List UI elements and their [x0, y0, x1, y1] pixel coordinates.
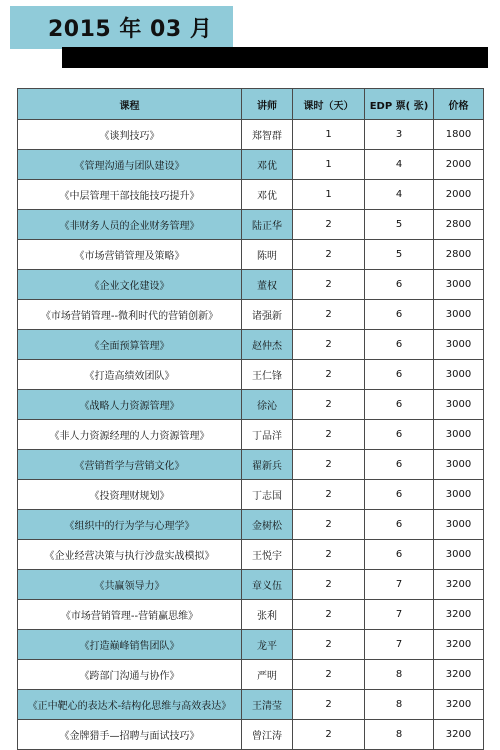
price-cell: 3200: [434, 570, 484, 600]
course-cell: 《营销哲学与营销文化》: [18, 450, 242, 480]
course-cell: 《管理沟通与团队建设》: [18, 150, 242, 180]
edp-cell: 6: [365, 270, 434, 300]
course-cell: 《共赢领导力》: [18, 570, 242, 600]
days-cell: 2: [293, 270, 365, 300]
lecturer-cell: 王清莹: [242, 690, 293, 720]
price-cell: 3000: [434, 360, 484, 390]
lecturer-cell: 邓优: [242, 150, 293, 180]
header-price: 价格: [434, 89, 484, 120]
lecturer-cell: 徐沁: [242, 390, 293, 420]
lecturer-cell: 丁志国: [242, 480, 293, 510]
course-cell: 《市场营销管理--营销赢思维》: [18, 600, 242, 630]
course-cell: 《非人力资源经理的人力资源管理》: [18, 420, 242, 450]
table-row: [18, 720, 484, 750]
price-cell: 3000: [434, 480, 484, 510]
table-row: [18, 570, 484, 600]
days-cell: 2: [293, 420, 365, 450]
edp-cell: 5: [365, 210, 434, 240]
edp-cell: 8: [365, 720, 434, 750]
edp-cell: 6: [365, 330, 434, 360]
header-lecturer: 讲师: [242, 89, 293, 120]
days-cell: 2: [293, 480, 365, 510]
edp-cell: 8: [365, 660, 434, 690]
edp-cell: 5: [365, 240, 434, 270]
table-row: [18, 540, 484, 570]
edp-cell: 6: [365, 360, 434, 390]
price-cell: 3000: [434, 420, 484, 450]
course-cell: 《市场营销管理及策略》: [18, 240, 242, 270]
edp-cell: 4: [365, 180, 434, 210]
table-row: [18, 120, 484, 150]
lecturer-cell: 王悦宇: [242, 540, 293, 570]
course-cell: 《正中靶心的表达术-结构化思维与高效表达》: [18, 690, 242, 720]
table-row: [18, 150, 484, 180]
edp-cell: 7: [365, 600, 434, 630]
lecturer-cell: 张利: [242, 600, 293, 630]
course-table: [17, 88, 484, 750]
lecturer-cell: 金树松: [242, 510, 293, 540]
days-cell: 2: [293, 360, 365, 390]
price-cell: 3000: [434, 330, 484, 360]
price-cell: 3200: [434, 630, 484, 660]
edp-cell: 6: [365, 450, 434, 480]
table-row: [18, 420, 484, 450]
days-cell: 2: [293, 210, 365, 240]
course-cell: 《打造高绩效团队》: [18, 360, 242, 390]
price-cell: 1800: [434, 120, 484, 150]
table-row: [18, 690, 484, 720]
lecturer-cell: 翟新兵: [242, 450, 293, 480]
days-cell: 1: [293, 120, 365, 150]
edp-cell: 3: [365, 120, 434, 150]
lecturer-cell: 严明: [242, 660, 293, 690]
table-row: [18, 480, 484, 510]
table-row: [18, 240, 484, 270]
course-cell: 《组织中的行为学与心理学》: [18, 510, 242, 540]
course-cell: 《中层管理干部技能技巧提升》: [18, 180, 242, 210]
edp-cell: 4: [365, 150, 434, 180]
price-cell: 2000: [434, 150, 484, 180]
page-title: 2015 年 03 月: [48, 17, 213, 42]
days-cell: 2: [293, 720, 365, 750]
price-cell: 3000: [434, 390, 484, 420]
course-cell: 《谈判技巧》: [18, 120, 242, 150]
price-cell: 3000: [434, 510, 484, 540]
table-row: [18, 450, 484, 480]
edp-cell: 6: [365, 510, 434, 540]
days-cell: 2: [293, 330, 365, 360]
price-cell: 3200: [434, 600, 484, 630]
course-cell: 《企业经营决策与执行沙盘实战模拟》: [18, 540, 242, 570]
edp-cell: 7: [365, 630, 434, 660]
days-cell: 2: [293, 660, 365, 690]
edp-cell: 6: [365, 390, 434, 420]
course-cell: 《打造巅峰销售团队》: [18, 630, 242, 660]
course-cell: 《投资理财规划》: [18, 480, 242, 510]
edp-cell: 8: [365, 690, 434, 720]
header-divider-bar: [62, 47, 488, 68]
table-header-row: [18, 89, 484, 120]
days-cell: 2: [293, 300, 365, 330]
days-cell: 2: [293, 600, 365, 630]
lecturer-cell: 曾江涛: [242, 720, 293, 750]
price-cell: 3000: [434, 270, 484, 300]
course-cell: 《跨部门沟通与协作》: [18, 660, 242, 690]
days-cell: 2: [293, 630, 365, 660]
table-row: [18, 600, 484, 630]
lecturer-cell: 诸强新: [242, 300, 293, 330]
days-cell: 2: [293, 690, 365, 720]
price-cell: 3200: [434, 720, 484, 750]
table-row: [18, 510, 484, 540]
lecturer-cell: 章义伍: [242, 570, 293, 600]
edp-cell: 6: [365, 480, 434, 510]
table-row: [18, 660, 484, 690]
edp-cell: 6: [365, 540, 434, 570]
table-body: [18, 120, 484, 750]
header-course: 课程: [18, 89, 242, 120]
days-cell: 1: [293, 180, 365, 210]
edp-cell: 6: [365, 300, 434, 330]
price-cell: 3000: [434, 540, 484, 570]
header-edp-tickets: EDP 票( 张): [365, 89, 434, 120]
course-cell: 《企业文化建设》: [18, 270, 242, 300]
days-cell: 2: [293, 390, 365, 420]
price-cell: 3000: [434, 300, 484, 330]
lecturer-cell: 龙平: [242, 630, 293, 660]
course-cell: 《金牌猎手—招聘与面试技巧》: [18, 720, 242, 750]
course-cell: 《全面预算管理》: [18, 330, 242, 360]
lecturer-cell: 郑智群: [242, 120, 293, 150]
course-cell: 《非财务人员的企业财务管理》: [18, 210, 242, 240]
lecturer-cell: 邓优: [242, 180, 293, 210]
course-cell: 《市场营销管理--微利时代的营销创新》: [18, 300, 242, 330]
lecturer-cell: 王仁锋: [242, 360, 293, 390]
days-cell: 1: [293, 150, 365, 180]
table-row: [18, 180, 484, 210]
days-cell: 2: [293, 450, 365, 480]
lecturer-cell: 董权: [242, 270, 293, 300]
price-cell: 2800: [434, 240, 484, 270]
days-cell: 2: [293, 570, 365, 600]
header-days: 课时（天）: [293, 89, 365, 120]
price-cell: 3000: [434, 450, 484, 480]
price-cell: 2000: [434, 180, 484, 210]
table-row: [18, 270, 484, 300]
table-row: [18, 330, 484, 360]
price-cell: 2800: [434, 210, 484, 240]
edp-cell: 7: [365, 570, 434, 600]
edp-cell: 6: [365, 420, 434, 450]
table-row: [18, 210, 484, 240]
days-cell: 2: [293, 240, 365, 270]
table-row: [18, 630, 484, 660]
table-row: [18, 390, 484, 420]
days-cell: 2: [293, 540, 365, 570]
lecturer-cell: 陈明: [242, 240, 293, 270]
table-row: [18, 300, 484, 330]
lecturer-cell: 赵仲杰: [242, 330, 293, 360]
price-cell: 3200: [434, 690, 484, 720]
lecturer-cell: 陆正华: [242, 210, 293, 240]
lecturer-cell: 丁品洋: [242, 420, 293, 450]
table-row: [18, 360, 484, 390]
course-cell: 《战略人力资源管理》: [18, 390, 242, 420]
price-cell: 3200: [434, 660, 484, 690]
days-cell: 2: [293, 510, 365, 540]
